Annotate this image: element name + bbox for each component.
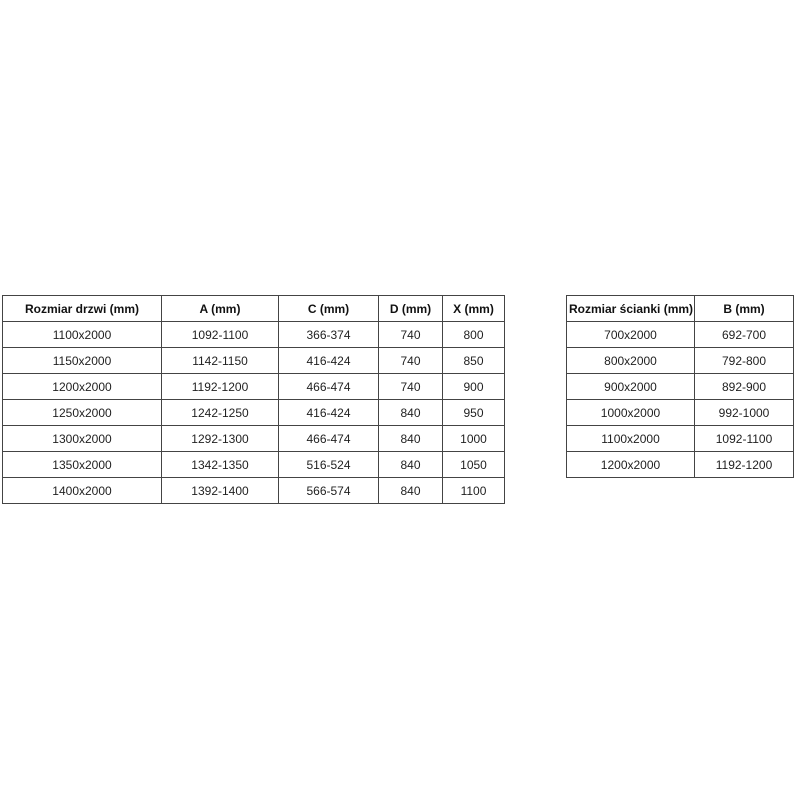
table-cell: 792-800 [695,348,794,374]
table-row [3,374,505,400]
table-cell: 1092-1100 [162,322,279,348]
table-cell: 1400x2000 [3,478,162,504]
table-cell: 1100x2000 [3,322,162,348]
table-row [3,322,505,348]
table-cell: 1200x2000 [567,452,695,478]
table-cell: 840 [379,400,443,426]
table-row [567,374,794,400]
table-cell: 800x2000 [567,348,695,374]
table-cell: 1392-1400 [162,478,279,504]
table-cell: 840 [379,426,443,452]
table-cell: 840 [379,478,443,504]
table-cell: 466-474 [279,426,379,452]
table-row [3,400,505,426]
table-row [3,478,505,504]
table-cell: 692-700 [695,322,794,348]
column-header: B (mm) [695,296,794,322]
table-cell: 700x2000 [567,322,695,348]
table-cell: 1350x2000 [3,452,162,478]
table-cell: 1250x2000 [3,400,162,426]
table-row [3,452,505,478]
table-cell: 840 [379,452,443,478]
table-cell: 900 [443,374,505,400]
column-header: X (mm) [443,296,505,322]
table-cell: 366-374 [279,322,379,348]
table-cell: 416-424 [279,348,379,374]
door-sizes-table [2,295,505,504]
table-row [567,426,794,452]
column-header: D (mm) [379,296,443,322]
table-cell: 740 [379,348,443,374]
table-row [567,322,794,348]
table-cell: 466-474 [279,374,379,400]
table-cell: 516-524 [279,452,379,478]
table-cell: 740 [379,322,443,348]
table-cell: 1150x2000 [3,348,162,374]
table-cell: 1142-1150 [162,348,279,374]
table-cell: 1242-1250 [162,400,279,426]
table-header-row [567,296,794,322]
table-header-row [3,296,505,322]
table-row [567,348,794,374]
table-cell: 1100 [443,478,505,504]
column-header: A (mm) [162,296,279,322]
table-row [3,426,505,452]
table-cell: 892-900 [695,374,794,400]
table-cell: 1342-1350 [162,452,279,478]
table-cell: 740 [379,374,443,400]
table-row [567,400,794,426]
table-cell: 1000 [443,426,505,452]
table-cell: 1192-1200 [695,452,794,478]
table-row [3,348,505,374]
column-header: Rozmiar ścianki (mm) [567,296,695,322]
table-cell: 950 [443,400,505,426]
table-cell: 1200x2000 [3,374,162,400]
table-cell: 1100x2000 [567,426,695,452]
table-cell: 850 [443,348,505,374]
table-cell: 1050 [443,452,505,478]
table-cell: 992-1000 [695,400,794,426]
table-cell: 1192-1200 [162,374,279,400]
table-row [567,452,794,478]
table-cell: 900x2000 [567,374,695,400]
table-cell: 416-424 [279,400,379,426]
table-cell: 800 [443,322,505,348]
table-cell: 1292-1300 [162,426,279,452]
table-cell: 566-574 [279,478,379,504]
table-cell: 1092-1100 [695,426,794,452]
column-header: C (mm) [279,296,379,322]
table-cell: 1000x2000 [567,400,695,426]
wall-sizes-table [566,295,794,478]
table-cell: 1300x2000 [3,426,162,452]
column-header: Rozmiar drzwi (mm) [3,296,162,322]
